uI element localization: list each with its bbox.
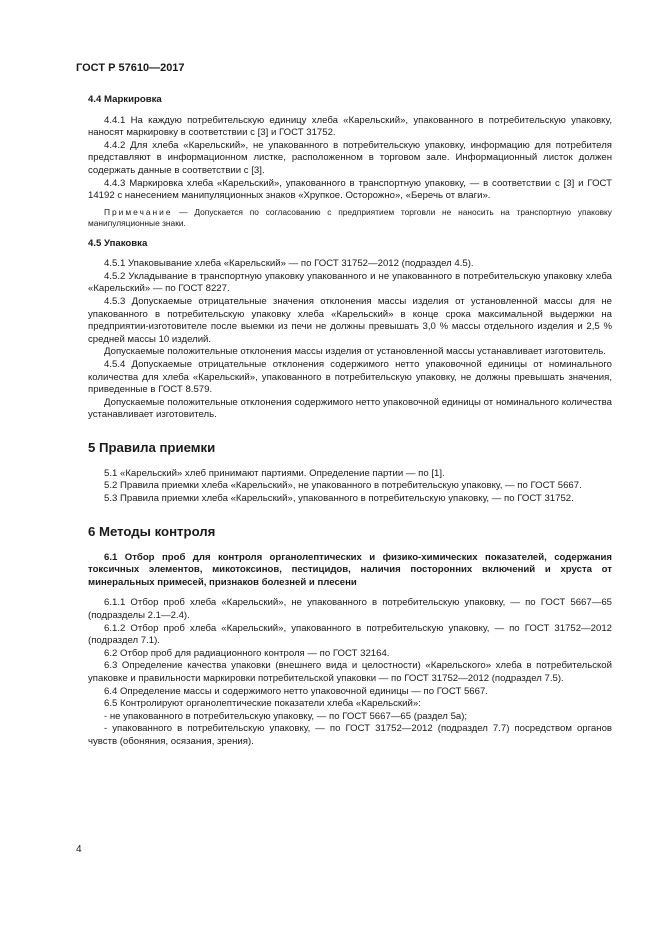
note-4-4 bbox=[88, 207, 612, 230]
paragraph-4-4-1: 4.4.1 На каждую потребительскую единицу хлеба «Карельский», упакованного в потребительскую упаковку, наносят маркировку в соответствии с [3] и ГОСТ 31752. bbox=[88, 114, 612, 139]
paragraph-6-5: 6.5 Контролируют органолептические показатели хлеба «Карельский»: bbox=[104, 698, 421, 710]
page-number: 4 bbox=[76, 844, 82, 855]
paragraph-4-5-4: 4.5.4 Допускаемые отрицательные отклонения содержимого нетто упаковочной единицы от номинального количества для хлеба «Карельский», упакованного в потребительскую упаковку, не должны превышать значения, приведенные в ГОСТ 8.579. bbox=[88, 358, 612, 396]
document-body bbox=[88, 94, 612, 749]
list-item-not-packed: - не упакованного в потребительскую упаковку, — по ГОСТ 5667—65 (раздел 5а); bbox=[104, 710, 468, 722]
paragraph-6-3: 6.3 Определение качества упаковки (внешнего вида и целостности) «Карельского» хлеба в потребительской упаковке и правильности маркировки потребительской упаковки — по ГОСТ 31752—2012 (подраздел 7.5). bbox=[88, 660, 612, 684]
section-6-1-title: 6.1 Отбор проб для контроля органолептических и физико-химических показателей, содержания токсичных элементов, микотоксинов, пестицидов, наличия посторонних включений и хруста от минеральных примесей, признаков болезней и плесени bbox=[88, 551, 612, 588]
paragraph-4-4-2: 4.4.2 Для хлеба «Карельский», не упакованного в потребительскую упаковку, информацию для потребителя представляют в информационном листке, расположенном в торговом зале. Информационный листок должен содержать данные в соответствии с [3]. bbox=[88, 139, 612, 176]
paragraph-4-5-3: 4.5.3 Допускаемые отрицательные значения отклонения массы изделия от установленной массы для не упакованного в потребительскую упаковку хлеба «Карельский» в конце срока максимальной выдержки на предприятии-изготовителе после выемки из печи не должны превышать 3,0 % массы отдельного изделия и 2,5 % средней массы 10 изделий. bbox=[88, 295, 612, 345]
section-5-title: 5 Правила приемки bbox=[88, 439, 216, 455]
paragraph-4-5-3-positive: Допускаемые положительные отклонения массы изделия от установленной массы устанавливает изготовитель. bbox=[104, 346, 606, 358]
paragraph-6-2: 6.2 Отбор проб для радиационного контроля — по ГОСТ 32164. bbox=[104, 647, 390, 659]
paragraph-4-5-1: 4.5.1 Упаковывание хлеба «Карельский» — по ГОСТ 31752—2012 (подраздел 4.5). bbox=[104, 258, 474, 270]
paragraph-6-1-2: 6.1.2 Отбор проб хлеба «Карельский», упакованного в потребительскую упаковку, — по ГОСТ 31752—2012 (подраздел 7.1). bbox=[88, 622, 612, 647]
paragraph-4-5-2: 4.5.2 Укладывание в транспортную упаковку упакованного и не упакованного в потребительскую упаковку хлеба «Карельский» — по ГОСТ 8227. bbox=[88, 270, 612, 295]
section-4-5-title: 4.5 Упаковка bbox=[88, 237, 148, 249]
standard-header: ГОСТ Р 57610—2017 bbox=[76, 62, 185, 74]
paragraph-4-5-4-positive: Допускаемые положительные отклонения содержимого нетто упаковочной единицы от номинального количества устанавливает изготовитель. bbox=[88, 396, 612, 421]
paragraph-5-3: 5.3 Правила приемки хлеба «Карельский», упакованного в потребительскую упаковку, — по ГОСТ 31752. bbox=[104, 493, 574, 505]
note-text: — Допускается по согласованию с предприятием торговли не наносить на транспортную упаковку манипуляционные знаки. bbox=[88, 206, 612, 229]
paragraph-6-4: 6.4 Определение массы и содержимого нетто упаковочной единицы — по ГОСТ 5667. bbox=[104, 685, 488, 697]
paragraph-5-2: 5.2 Правила приемки хлеба «Карельский», не упакованного в потребительскую упаковку, — по ГОСТ 5667. bbox=[104, 480, 582, 492]
section-4-4-title: 4.4 Маркировка bbox=[88, 94, 162, 105]
section-6-title: 6 Методы контроля bbox=[88, 523, 216, 539]
list-item-packed: - упакованного в потребительскую упаковку, — по ГОСТ 31752—2012 (подраздел 7.7) посредством органов чувств (обоняния, осязания, зрения). bbox=[88, 723, 612, 747]
paragraph-4-4-3: 4.4.3 Маркировка хлеба «Карельский», упакованного в транспортную упаковку, — в соответствии с [3] и ГОСТ 14192 с нанесением манипуляционных знаков «Хрупкое. Осторожно», «Беречь от влаги». bbox=[88, 177, 612, 202]
note-label: Примечание bbox=[104, 206, 173, 217]
paragraph-5-1: 5.1 «Карельский» хлеб принимают партиями. Определение партии — по [1]. bbox=[104, 467, 445, 479]
paragraph-6-1-1: 6.1.1 Отбор проб хлеба «Карельский», не упакованного в потребительскую упаковку, — по ГОСТ 5667—65 (подразделы 2.1—2.4). bbox=[88, 597, 612, 622]
